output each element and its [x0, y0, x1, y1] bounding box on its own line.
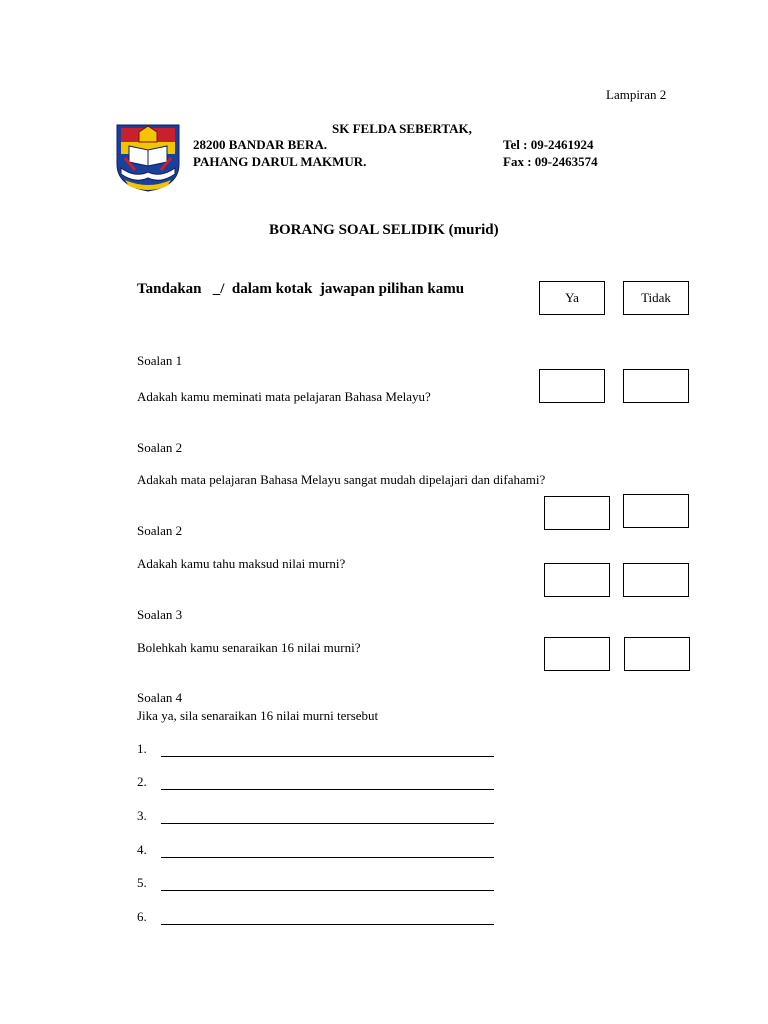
school-crest-logo-icon [115, 122, 181, 192]
answer-line[interactable] [161, 910, 494, 925]
yes-checkbox[interactable] [544, 496, 610, 530]
address-line1: 28200 BANDAR BERA. [193, 137, 327, 152]
answer-line[interactable] [161, 843, 494, 858]
answer-line[interactable] [161, 809, 494, 824]
list-number: 4. [137, 842, 147, 857]
question-text: Bolehkah kamu senaraikan 16 nilai murni? [137, 640, 361, 655]
list-number: 5. [137, 875, 147, 890]
fax-number: Fax : 09-2463574 [503, 154, 598, 169]
instruction-text: Tandakan _/ dalam kotak jawapan pilihan kamu [137, 281, 465, 297]
no-checkbox[interactable] [624, 637, 690, 671]
list-number: 3. [137, 808, 147, 823]
yes-checkbox[interactable] [544, 563, 610, 597]
no-header-label: Tidak [641, 290, 671, 305]
list-number: 6. [137, 909, 147, 924]
question-text: Adakah mata pelajaran Bahasa Melayu sangat mudah dipelajari dan difahami? [137, 472, 546, 487]
form-title: BORANG SOAL SELIDIK (murid) [269, 222, 499, 238]
address-line2: PAHANG DARUL MAKMUR. [193, 154, 367, 169]
answer-line[interactable] [161, 775, 494, 790]
yes-header-box [539, 281, 605, 315]
answer-line[interactable] [161, 876, 494, 891]
school-name: SK FELDA SEBERTAK, [332, 121, 472, 136]
no-header-box [623, 281, 689, 315]
question-label: Soalan 2 [137, 523, 183, 538]
list-number: 1. [137, 741, 147, 756]
question-text: Jika ya, sila senaraikan 16 nilai murni tersebut [137, 708, 379, 723]
question-label: Soalan 4 [137, 690, 183, 705]
question-text: Adakah kamu tahu maksud nilai murni? [137, 556, 346, 571]
no-checkbox[interactable] [623, 369, 689, 403]
question-text: Adakah kamu meminati mata pelajaran Bahasa Melayu? [137, 389, 431, 404]
question-label: Soalan 2 [137, 440, 183, 455]
answer-line[interactable] [161, 742, 494, 757]
question-label: Soalan 1 [137, 353, 183, 368]
no-checkbox[interactable] [623, 563, 689, 597]
list-number: 2. [137, 774, 147, 789]
yes-header-label: Ya [565, 290, 579, 305]
appendix-label: Lampiran 2 [606, 87, 667, 102]
no-checkbox[interactable] [623, 494, 689, 528]
tel-number: Tel : 09-2461924 [503, 137, 594, 152]
question-label: Soalan 3 [137, 607, 183, 622]
yes-checkbox[interactable] [539, 369, 605, 403]
yes-checkbox[interactable] [544, 637, 610, 671]
